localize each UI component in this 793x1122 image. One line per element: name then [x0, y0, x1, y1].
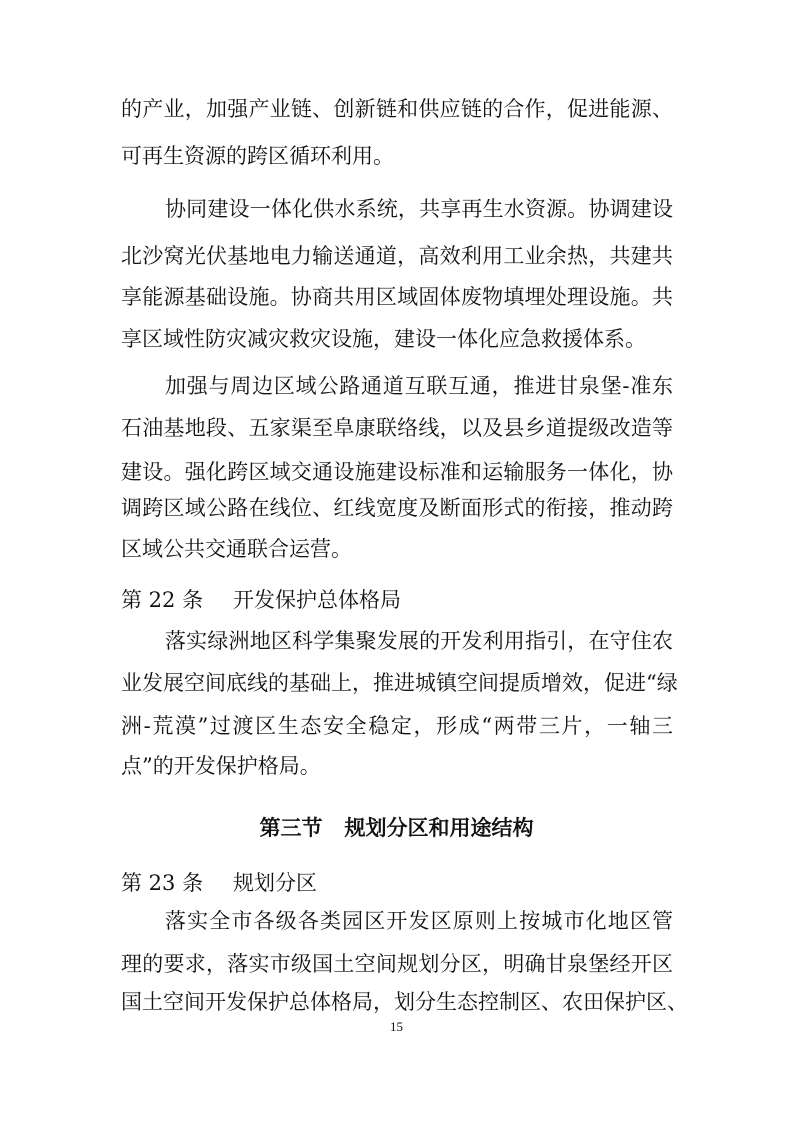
paragraph-line: 国土空间开发保护总体格局，划分生态控制区、农田保护区、 — [121, 990, 688, 1014]
page-number: 15 — [390, 1019, 403, 1034]
section-heading: 第三节 规划分区和用途结构 — [259, 816, 534, 840]
article-number: 第 22 条 — [121, 588, 204, 612]
paragraph-line: 加强与周边区域公路通道互联互通，推进甘泉堡-准东 — [165, 374, 673, 398]
paragraph-line: 理的要求，落实市级国土空间规划分区，明确甘泉堡经开区 — [121, 952, 673, 976]
paragraph-line: 建设。强化跨区域交通设施建设标准和运输服务一体化，协 — [121, 460, 673, 484]
paragraph-line: 落实绿洲地区科学集聚发展的开发利用指引，在守住农 — [165, 629, 673, 653]
article-title: 开发保护总体格局 — [233, 588, 401, 612]
paragraph-line: 区域公共交通联合运营。 — [121, 537, 352, 561]
article-number: 第 23 条 — [121, 871, 204, 895]
paragraph-line: 享区域性防灾减灾救灾设施，建设一体化应急救援体系。 — [121, 327, 646, 351]
paragraph-line: 可再生资源的跨区循环利用。 — [121, 144, 394, 168]
article-title: 规划分区 — [233, 871, 317, 895]
paragraph-line: 的产业，加强产业链、创新链和供应链的合作，促进能源、 — [121, 97, 673, 121]
paragraph-line: 洲-荒漠”过渡区生态安全稳定，形成“两带三片，一轴三 — [121, 714, 673, 738]
paragraph-line: 协同建设一体化供水系统，共享再生水资源。协调建设 — [165, 197, 673, 221]
article-heading — [121, 868, 317, 898]
paragraph-line: 业发展空间底线的基础上，推进城镇空间提质增效，促进“绿 — [121, 671, 678, 695]
paragraph-line: 落实全市各级各类园区开发区原则上按城市化地区管 — [165, 909, 673, 933]
paragraph-line: 享能源基础设施。协商共用区域固体废物填埋处理设施。共 — [121, 285, 673, 309]
paragraph-line: 点”的开发保护格局。 — [121, 754, 321, 778]
article-heading — [121, 585, 401, 615]
paragraph-line: 石油基地段、五家渠至阜康联络线，以及县乡道提级改造等 — [121, 416, 673, 440]
paragraph-line: 调跨区域公路在线位、红线宽度及断面形式的衔接，推动跨 — [121, 496, 673, 520]
paragraph-line: 北沙窝光伏基地电力输送通道，高效利用工业余热，共建共 — [121, 244, 673, 268]
